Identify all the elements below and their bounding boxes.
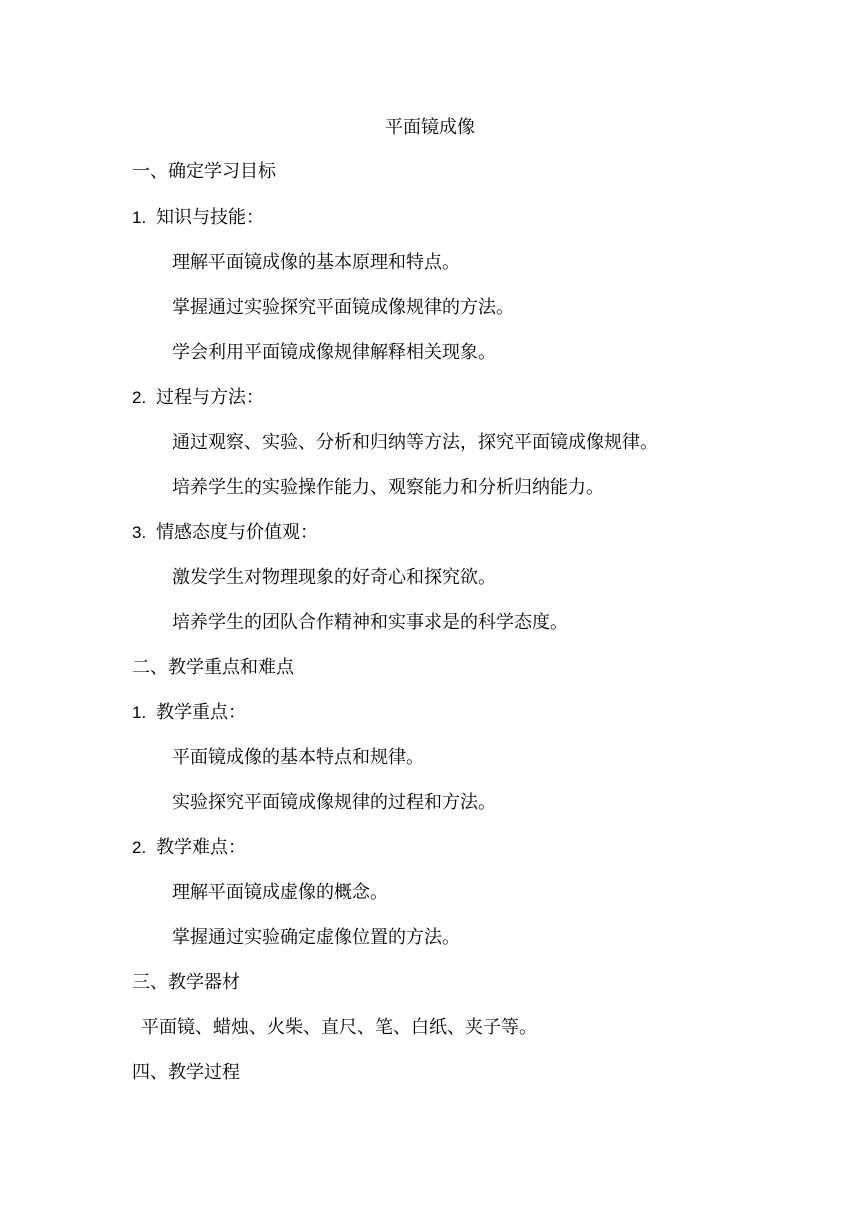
section-heading-4: 四、教学过程 xyxy=(132,1062,240,1083)
subsection-number: 2. xyxy=(132,388,147,407)
section-heading-2: 二、教学重点和难点 xyxy=(132,657,294,678)
section-heading-3: 三、教学器材 xyxy=(132,972,240,993)
list-item: 学会利用平面镜成像规律解释相关现象。 xyxy=(172,342,496,363)
subsection-heading-1-1 xyxy=(132,207,264,229)
list-item: 通过观察、实验、分析和归纳等方法，探究平面镜成像规律。 xyxy=(172,432,658,453)
subsection-heading-1-3 xyxy=(132,522,318,544)
materials-text: 平面镜、蜡烛、火柴、直尺、笔、白纸、夹子等。 xyxy=(141,1017,537,1038)
list-item: 平面镜成像的基本特点和规律。 xyxy=(172,747,424,768)
list-item: 理解平面镜成虚像的概念。 xyxy=(172,882,388,903)
list-item: 激发学生对物理现象的好奇心和探究欲。 xyxy=(172,567,496,588)
document-title: 平面镜成像 xyxy=(385,117,475,138)
subsection-label: 教学难点： xyxy=(156,837,246,858)
list-item: 掌握通过实验探究平面镜成像规律的方法。 xyxy=(172,297,514,318)
subsection-label: 过程与方法： xyxy=(156,387,264,408)
subsection-number: 2. xyxy=(132,838,147,857)
list-item: 培养学生的团队合作精神和实事求是的科学态度。 xyxy=(172,612,568,633)
subsection-heading-1-2 xyxy=(132,387,264,409)
subsection-heading-2-1 xyxy=(132,702,246,724)
list-item: 培养学生的实验操作能力、观察能力和分析归纳能力。 xyxy=(172,477,604,498)
subsection-label: 知识与技能： xyxy=(156,207,264,228)
subsection-heading-2-2 xyxy=(132,837,246,859)
list-item: 掌握通过实验确定虚像位置的方法。 xyxy=(172,927,460,948)
section-heading-1: 一、确定学习目标 xyxy=(132,161,276,182)
subsection-label: 情感态度与价值观： xyxy=(156,522,318,543)
subsection-number: 3. xyxy=(132,523,147,542)
list-item: 实验探究平面镜成像规律的过程和方法。 xyxy=(172,792,496,813)
subsection-number: 1. xyxy=(132,208,147,227)
subsection-number: 1. xyxy=(132,703,147,722)
list-item: 理解平面镜成像的基本原理和特点。 xyxy=(172,252,460,273)
subsection-label: 教学重点： xyxy=(156,702,246,723)
